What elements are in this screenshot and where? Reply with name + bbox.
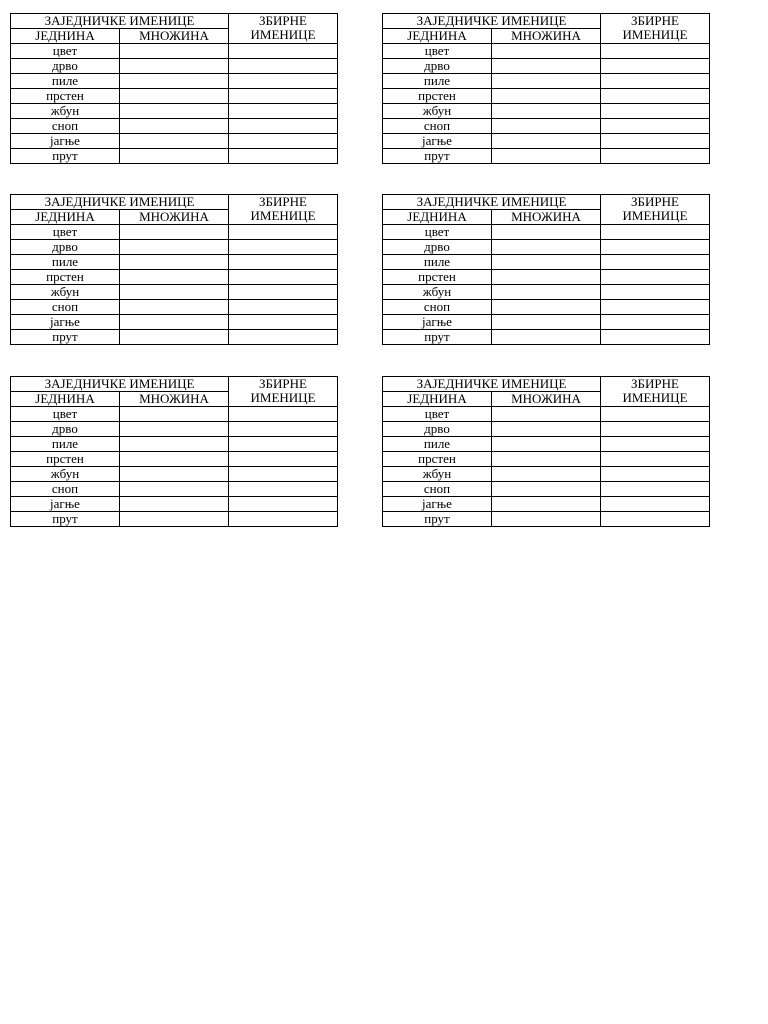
plural-cell[interactable] — [120, 300, 229, 315]
singular-cell: дрво — [11, 422, 120, 437]
collective-cell[interactable] — [229, 422, 338, 437]
table-row — [383, 119, 710, 134]
table-row — [11, 422, 338, 437]
table-row — [11, 467, 338, 482]
collective-cell[interactable] — [229, 512, 338, 527]
table-row — [383, 452, 710, 467]
plural-cell[interactable] — [492, 330, 601, 345]
collective-cell[interactable] — [229, 467, 338, 482]
collective-nouns-header — [229, 377, 338, 407]
collective-cell[interactable] — [601, 270, 710, 285]
common-nouns-header: ЗАЈЕДНИЧКЕ ИМЕНИЦЕ — [383, 195, 601, 210]
collective-cell[interactable] — [601, 497, 710, 512]
singular-header: ЈЕДНИНА — [383, 392, 492, 407]
plural-cell[interactable] — [492, 44, 601, 59]
singular-header: ЈЕДНИНА — [383, 210, 492, 225]
plural-cell[interactable] — [120, 149, 229, 164]
collective-cell[interactable] — [601, 452, 710, 467]
plural-cell[interactable] — [120, 285, 229, 300]
table-row — [11, 482, 338, 497]
table-row — [383, 134, 710, 149]
plural-cell[interactable] — [120, 119, 229, 134]
singular-cell: цвет — [11, 44, 120, 59]
table-row — [11, 285, 338, 300]
table-body — [383, 407, 710, 527]
table-row — [11, 255, 338, 270]
table-row — [383, 467, 710, 482]
singular-cell: сноп — [11, 482, 120, 497]
plural-cell[interactable] — [492, 119, 601, 134]
plural-header: МНОЖИНА — [120, 392, 229, 407]
collective-cell[interactable] — [601, 315, 710, 330]
collective-cell[interactable] — [229, 74, 338, 89]
table-row — [11, 134, 338, 149]
collective-cell[interactable] — [229, 255, 338, 270]
collective-nouns-header — [601, 195, 710, 225]
collective-cell[interactable] — [229, 285, 338, 300]
collective-cell[interactable] — [229, 452, 338, 467]
table-row — [383, 59, 710, 74]
collective-cell[interactable] — [229, 270, 338, 285]
common-nouns-header: ЗАЈЕДНИЧКЕ ИМЕНИЦЕ — [11, 14, 229, 29]
collective-cell[interactable] — [229, 315, 338, 330]
collective-cell[interactable] — [229, 407, 338, 422]
singular-cell: пиле — [383, 437, 492, 452]
noun-table-1 — [10, 13, 338, 164]
singular-cell: сноп — [383, 119, 492, 134]
collective-cell[interactable] — [601, 104, 710, 119]
table-row — [383, 482, 710, 497]
singular-cell: сноп — [11, 300, 120, 315]
noun-table-4 — [382, 194, 710, 345]
plural-cell[interactable] — [120, 407, 229, 422]
noun-table-6 — [382, 376, 710, 527]
collective-cell[interactable] — [229, 225, 338, 240]
collective-nouns-header-line1: ЗБИРНЕ — [259, 194, 307, 209]
common-nouns-header: ЗАЈЕДНИЧКЕ ИМЕНИЦЕ — [383, 377, 601, 392]
singular-cell: сноп — [383, 300, 492, 315]
collective-cell[interactable] — [229, 240, 338, 255]
collective-nouns-header-line1: ЗБИРНЕ — [631, 13, 679, 28]
collective-nouns-header-line2: ИМЕНИЦЕ — [250, 390, 316, 405]
plural-cell[interactable] — [492, 422, 601, 437]
singular-cell: прут — [11, 149, 120, 164]
singular-cell: дрво — [11, 59, 120, 74]
table-row — [11, 512, 338, 527]
collective-nouns-header-line1: ЗБИРНЕ — [259, 376, 307, 391]
table-body — [11, 407, 338, 527]
table-row — [11, 59, 338, 74]
collective-cell[interactable] — [229, 119, 338, 134]
singular-cell: пиле — [11, 437, 120, 452]
singular-cell: жбун — [11, 467, 120, 482]
plural-cell[interactable] — [120, 44, 229, 59]
singular-cell: жбун — [383, 467, 492, 482]
table-row — [11, 44, 338, 59]
plural-cell[interactable] — [120, 104, 229, 119]
plural-cell[interactable] — [492, 89, 601, 104]
singular-cell: жбун — [383, 104, 492, 119]
singular-header: ЈЕДНИНА — [11, 29, 120, 44]
collective-cell[interactable] — [601, 89, 710, 104]
plural-cell[interactable] — [492, 407, 601, 422]
plural-cell[interactable] — [120, 512, 229, 527]
collective-cell[interactable] — [229, 149, 338, 164]
table-row — [383, 407, 710, 422]
plural-cell[interactable] — [492, 134, 601, 149]
collective-nouns-header — [601, 377, 710, 407]
collective-cell[interactable] — [601, 437, 710, 452]
plural-cell[interactable] — [492, 467, 601, 482]
plural-cell[interactable] — [120, 482, 229, 497]
plural-cell[interactable] — [492, 149, 601, 164]
table-row — [11, 240, 338, 255]
table-body — [383, 225, 710, 345]
table-row — [11, 300, 338, 315]
collective-nouns-header-line1: ЗБИРНЕ — [259, 13, 307, 28]
singular-cell: дрво — [11, 240, 120, 255]
table-row — [383, 270, 710, 285]
collective-cell[interactable] — [601, 59, 710, 74]
table-row — [383, 497, 710, 512]
collective-cell[interactable] — [601, 300, 710, 315]
singular-cell: жбун — [11, 104, 120, 119]
singular-cell: дрво — [383, 240, 492, 255]
singular-cell: пиле — [11, 74, 120, 89]
collective-cell[interactable] — [229, 104, 338, 119]
table-row — [383, 437, 710, 452]
singular-cell: дрво — [383, 59, 492, 74]
collective-nouns-header-line2: ИМЕНИЦЕ — [622, 390, 688, 405]
collective-cell[interactable] — [601, 482, 710, 497]
singular-cell: прстен — [11, 452, 120, 467]
collective-cell[interactable] — [601, 119, 710, 134]
table-row — [383, 512, 710, 527]
plural-cell[interactable] — [492, 225, 601, 240]
common-nouns-header: ЗАЈЕДНИЧКЕ ИМЕНИЦЕ — [383, 14, 601, 29]
singular-cell: јагње — [383, 497, 492, 512]
plural-cell[interactable] — [120, 422, 229, 437]
plural-cell[interactable] — [120, 437, 229, 452]
collective-cell[interactable] — [229, 497, 338, 512]
noun-table-2 — [382, 13, 710, 164]
collective-cell[interactable] — [229, 59, 338, 74]
singular-cell: цвет — [11, 407, 120, 422]
table-row — [11, 315, 338, 330]
collective-nouns-header — [229, 195, 338, 225]
singular-cell: прстен — [11, 270, 120, 285]
collective-cell[interactable] — [229, 134, 338, 149]
table-row — [11, 437, 338, 452]
collective-cell[interactable] — [601, 512, 710, 527]
plural-cell[interactable] — [120, 330, 229, 345]
singular-cell: јагње — [383, 315, 492, 330]
plural-cell[interactable] — [492, 59, 601, 74]
singular-cell: жбун — [383, 285, 492, 300]
plural-cell[interactable] — [492, 512, 601, 527]
singular-header: ЈЕДНИНА — [11, 392, 120, 407]
collective-cell[interactable] — [229, 300, 338, 315]
singular-cell: цвет — [11, 225, 120, 240]
collective-cell[interactable] — [601, 285, 710, 300]
collective-cell[interactable] — [601, 225, 710, 240]
collective-cell[interactable] — [229, 44, 338, 59]
plural-cell[interactable] — [492, 315, 601, 330]
collective-cell[interactable] — [601, 134, 710, 149]
table-row — [383, 74, 710, 89]
plural-cell[interactable] — [492, 270, 601, 285]
plural-cell[interactable] — [492, 74, 601, 89]
collective-nouns-header-line2: ИМЕНИЦЕ — [622, 27, 688, 42]
collective-cell[interactable] — [601, 240, 710, 255]
plural-cell[interactable] — [120, 315, 229, 330]
table-row — [383, 89, 710, 104]
common-nouns-header: ЗАЈЕДНИЧКЕ ИМЕНИЦЕ — [11, 377, 229, 392]
table-row — [11, 89, 338, 104]
plural-cell[interactable] — [120, 255, 229, 270]
plural-cell[interactable] — [492, 482, 601, 497]
singular-cell: прстен — [11, 89, 120, 104]
plural-cell[interactable] — [120, 225, 229, 240]
plural-cell[interactable] — [120, 89, 229, 104]
table-row — [11, 74, 338, 89]
singular-cell: цвет — [383, 44, 492, 59]
plural-header: МНОЖИНА — [492, 392, 601, 407]
table-row — [383, 255, 710, 270]
plural-cell[interactable] — [120, 134, 229, 149]
table-row — [11, 497, 338, 512]
table-row — [11, 104, 338, 119]
collective-cell[interactable] — [601, 44, 710, 59]
plural-cell[interactable] — [120, 240, 229, 255]
collective-cell[interactable] — [229, 89, 338, 104]
table-row — [383, 44, 710, 59]
plural-cell[interactable] — [492, 104, 601, 119]
collective-nouns-header — [229, 14, 338, 44]
singular-cell: жбун — [11, 285, 120, 300]
plural-cell[interactable] — [492, 452, 601, 467]
plural-cell[interactable] — [120, 452, 229, 467]
plural-cell[interactable] — [492, 240, 601, 255]
plural-cell[interactable] — [492, 255, 601, 270]
plural-cell[interactable] — [492, 285, 601, 300]
table-row — [11, 270, 338, 285]
plural-cell[interactable] — [120, 59, 229, 74]
singular-cell: пиле — [383, 74, 492, 89]
singular-cell: сноп — [383, 482, 492, 497]
singular-cell: јагње — [11, 134, 120, 149]
table-row — [11, 407, 338, 422]
plural-header: МНОЖИНА — [120, 210, 229, 225]
collective-cell[interactable] — [601, 467, 710, 482]
table-row — [383, 330, 710, 345]
plural-cell[interactable] — [492, 497, 601, 512]
table-row — [383, 240, 710, 255]
plural-header: МНОЖИНА — [492, 29, 601, 44]
singular-header: ЈЕДНИНА — [383, 29, 492, 44]
collective-cell[interactable] — [601, 74, 710, 89]
singular-cell: прут — [11, 512, 120, 527]
table-row — [383, 149, 710, 164]
table-row — [383, 315, 710, 330]
singular-cell: пиле — [11, 255, 120, 270]
table-row — [11, 225, 338, 240]
noun-table-5 — [10, 376, 338, 527]
collective-nouns-header-line1: ЗБИРНЕ — [631, 194, 679, 209]
singular-cell: прстен — [383, 89, 492, 104]
common-nouns-header: ЗАЈЕДНИЧКЕ ИМЕНИЦЕ — [11, 195, 229, 210]
singular-cell: прут — [11, 330, 120, 345]
singular-cell: цвет — [383, 225, 492, 240]
collective-cell[interactable] — [229, 330, 338, 345]
singular-cell: прут — [383, 512, 492, 527]
collective-nouns-header — [601, 14, 710, 44]
plural-cell[interactable] — [120, 270, 229, 285]
collective-nouns-header-line2: ИМЕНИЦЕ — [250, 27, 316, 42]
collective-cell[interactable] — [229, 437, 338, 452]
table-row — [383, 104, 710, 119]
collective-cell[interactable] — [601, 330, 710, 345]
plural-cell[interactable] — [492, 437, 601, 452]
plural-cell[interactable] — [120, 497, 229, 512]
collective-cell[interactable] — [601, 422, 710, 437]
table-row — [11, 330, 338, 345]
table-body — [383, 44, 710, 164]
singular-cell: прстен — [383, 452, 492, 467]
table-body — [11, 225, 338, 345]
table-row — [383, 225, 710, 240]
singular-cell: прут — [383, 330, 492, 345]
table-row — [383, 422, 710, 437]
singular-cell: сноп — [11, 119, 120, 134]
plural-cell[interactable] — [120, 467, 229, 482]
plural-cell[interactable] — [492, 300, 601, 315]
collective-nouns-header-line1: ЗБИРНЕ — [631, 376, 679, 391]
collective-cell[interactable] — [601, 407, 710, 422]
table-row — [11, 149, 338, 164]
singular-cell: дрво — [383, 422, 492, 437]
plural-header: МНОЖИНА — [120, 29, 229, 44]
table-row — [383, 300, 710, 315]
collective-cell[interactable] — [601, 149, 710, 164]
singular-cell: пиле — [383, 255, 492, 270]
table-row — [11, 452, 338, 467]
singular-cell: прстен — [383, 270, 492, 285]
collective-nouns-header-line2: ИМЕНИЦЕ — [622, 208, 688, 223]
collective-nouns-header-line2: ИМЕНИЦЕ — [250, 208, 316, 223]
singular-cell: јагње — [11, 315, 120, 330]
collective-cell[interactable] — [601, 255, 710, 270]
table-row — [11, 119, 338, 134]
singular-cell: јагње — [383, 134, 492, 149]
singular-cell: цвет — [383, 407, 492, 422]
collective-cell[interactable] — [229, 482, 338, 497]
plural-header: МНОЖИНА — [492, 210, 601, 225]
table-body — [11, 44, 338, 164]
noun-table-3 — [10, 194, 338, 345]
singular-cell: јагње — [11, 497, 120, 512]
singular-header: ЈЕДНИНА — [11, 210, 120, 225]
plural-cell[interactable] — [120, 74, 229, 89]
singular-cell: прут — [383, 149, 492, 164]
table-row — [383, 285, 710, 300]
